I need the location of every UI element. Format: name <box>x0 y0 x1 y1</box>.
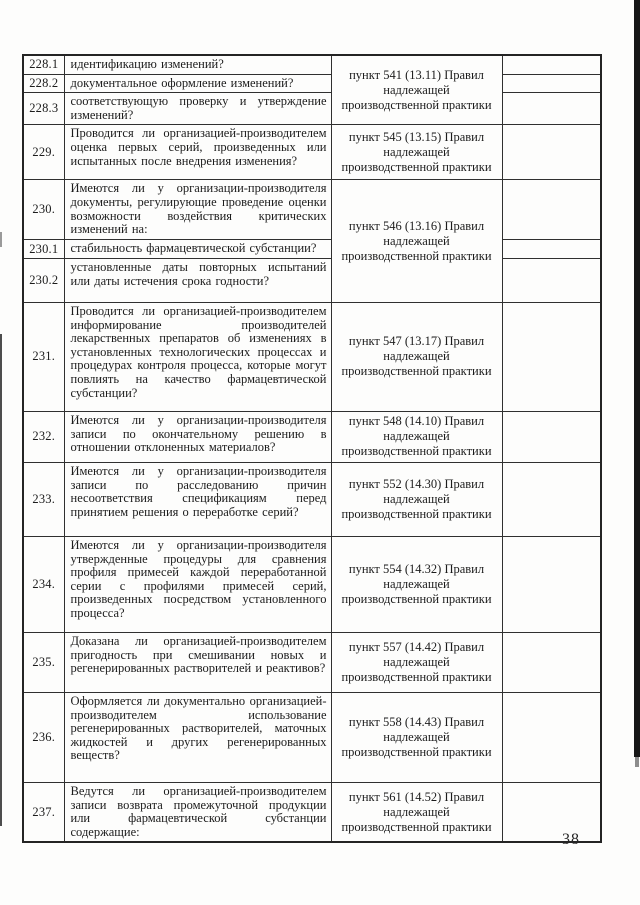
question-cell: установленные даты повторных испытаний или даты истечения срока годности? <box>64 258 331 302</box>
reference-line: производственной практики <box>341 591 492 606</box>
row-number-cell: 230. <box>23 180 64 240</box>
question-cell: Ведутся ли организацией-производителем записи возврата промежуточной продукции или фармацевтической субстанции содержащие: <box>64 782 331 842</box>
row-number-cell: 233. <box>23 462 64 536</box>
reference-cell <box>331 692 502 782</box>
reference-line: надлежащей <box>383 429 450 444</box>
row-number-cell: 236. <box>23 692 64 782</box>
gmp-checklist-table <box>22 54 602 843</box>
table-row <box>23 302 601 411</box>
question-cell: Проводится ли организацией-производителем информирование производителей лекарственных препаратов об изменениях в установленных технологических процессах и процедурах контроля процесса, которые могут повлиять на качество фармацевтической субстанции? <box>64 302 331 411</box>
reference-cell <box>331 55 502 125</box>
table-row <box>23 93 601 125</box>
reference-cell <box>331 180 502 303</box>
question-cell: Имеются ли у организации-производителя утвержденные процедуры для сравнения профиля примесей каждой переработанной серии с профилями примесей серий, произведенных посредством установленного процесса? <box>64 536 331 632</box>
reference-line: пункт 541 (13.11) Правил <box>349 67 484 82</box>
question-cell: Оформляется ли документально организацией-производителем использование регенерированных растворителей, маточных жидкостей и других регенерированных веществ? <box>64 692 331 782</box>
reference-line: пункт 558 (14.43) Правил <box>348 714 485 729</box>
question-cell: соответствующую проверку и утверждение изменений? <box>64 93 331 125</box>
answer-cell <box>502 462 601 536</box>
reference-cell <box>331 125 502 180</box>
reference-cell <box>331 462 502 536</box>
answer-cell <box>502 536 601 632</box>
reference-line: производственной практики <box>341 159 492 174</box>
question-cell: Имеются ли у организации-производителя записи по расследованию причин несоответствия спецификациям перед принятием решения о переработке серий? <box>64 462 331 536</box>
row-number-cell: 230.1 <box>23 240 64 259</box>
reference-line: производственной практики <box>341 744 492 759</box>
answer-cell <box>502 180 601 240</box>
question-cell: Проводится ли организацией-производителем оценка первых серий, произведенных или испытанных после внедрения изменения? <box>64 125 331 180</box>
reference-line: пункт 557 (14.42) Правил <box>348 639 485 654</box>
reference-line: производственной практики <box>341 669 492 684</box>
answer-cell <box>502 125 601 180</box>
scan-artifact-right-bar-tail <box>635 757 639 767</box>
row-number-cell: 228.3 <box>23 93 64 125</box>
reference-line: надлежащей <box>383 729 450 744</box>
row-number-cell: 229. <box>23 125 64 180</box>
table-row <box>23 462 601 536</box>
reference-line: производственной практики <box>341 819 492 834</box>
table-row <box>23 180 601 240</box>
row-number-cell: 228.1 <box>23 55 64 74</box>
row-number-cell: 231. <box>23 302 64 411</box>
row-number-cell: 228.2 <box>23 74 64 93</box>
table-row <box>23 782 601 842</box>
row-number-cell: 234. <box>23 536 64 632</box>
question-cell: стабильность фармацевтической субстанции? <box>64 240 331 259</box>
reference-cell <box>331 536 502 632</box>
row-number-cell: 230.2 <box>23 258 64 302</box>
table-row <box>23 692 601 782</box>
answer-cell <box>502 632 601 692</box>
reference-line: производственной практики <box>341 506 492 521</box>
answer-cell <box>502 240 601 259</box>
question-cell: Доказана ли организацией-производителем пригодность при смешивании новых и регенерированных растворителей и реактивов? <box>64 632 331 692</box>
question-cell: Имеются ли у организации-производителя записи по окончательному решению в отношении отклоненных материалов? <box>64 411 331 462</box>
row-number-cell: 237. <box>23 782 64 842</box>
scan-artifact-right-bar <box>634 0 640 757</box>
reference-line: надлежащей <box>383 349 450 364</box>
checklist-table-body <box>23 55 601 842</box>
reference-cell <box>331 302 502 411</box>
reference-line: пункт 545 (13.15) Правил <box>348 129 485 144</box>
table-row <box>23 55 601 74</box>
question-cell: документальное оформление изменений? <box>64 74 331 93</box>
reference-line: надлежащей <box>383 144 450 159</box>
answer-cell <box>502 74 601 93</box>
table-row <box>23 240 601 259</box>
reference-line: пункт 561 (14.52) Правил <box>348 789 485 804</box>
answer-cell <box>502 55 601 74</box>
reference-line: производственной практики <box>341 444 492 459</box>
reference-cell <box>331 632 502 692</box>
reference-line: надлежащей <box>383 804 450 819</box>
reference-line: пункт 547 (13.17) Правил <box>348 334 485 349</box>
table-row <box>23 125 601 180</box>
reference-line: пункт 548 (14.10) Правил <box>348 414 485 429</box>
reference-line: пункт 552 (14.30) Правил <box>348 476 485 491</box>
page-number: 38 <box>562 831 580 848</box>
scan-artifact-left-line <box>0 334 2 826</box>
row-number-cell: 232. <box>23 411 64 462</box>
table-row <box>23 74 601 93</box>
reference-line: производственной практики <box>341 364 492 379</box>
reference-line: пункт 546 (13.16) Правил <box>348 218 485 233</box>
scan-artifact-left-dash <box>0 232 2 247</box>
table-row <box>23 536 601 632</box>
table-row <box>23 632 601 692</box>
answer-cell <box>502 782 601 842</box>
reference-line: надлежащей <box>383 233 450 248</box>
reference-line: производственной практики <box>341 248 492 263</box>
reference-cell <box>331 411 502 462</box>
table-row <box>23 258 601 302</box>
answer-cell <box>502 93 601 125</box>
reference-line: надлежащей <box>383 576 450 591</box>
reference-cell <box>331 782 502 842</box>
table-row <box>23 411 601 462</box>
reference-line: надлежащей <box>383 82 450 97</box>
question-cell: Имеются ли у организации-производителя документы, регулирующие проведение оценки возможности воздействия критических изменений на: <box>64 180 331 240</box>
reference-line: пункт 554 (14.32) Правил <box>348 561 485 576</box>
reference-line: производственной практики <box>341 97 492 112</box>
reference-line: надлежащей <box>383 491 450 506</box>
reference-line: надлежащей <box>383 654 450 669</box>
answer-cell <box>502 692 601 782</box>
answer-cell <box>502 411 601 462</box>
question-cell: идентификацию изменений? <box>64 55 331 74</box>
answer-cell <box>502 302 601 411</box>
answer-cell <box>502 258 601 302</box>
row-number-cell: 235. <box>23 632 64 692</box>
